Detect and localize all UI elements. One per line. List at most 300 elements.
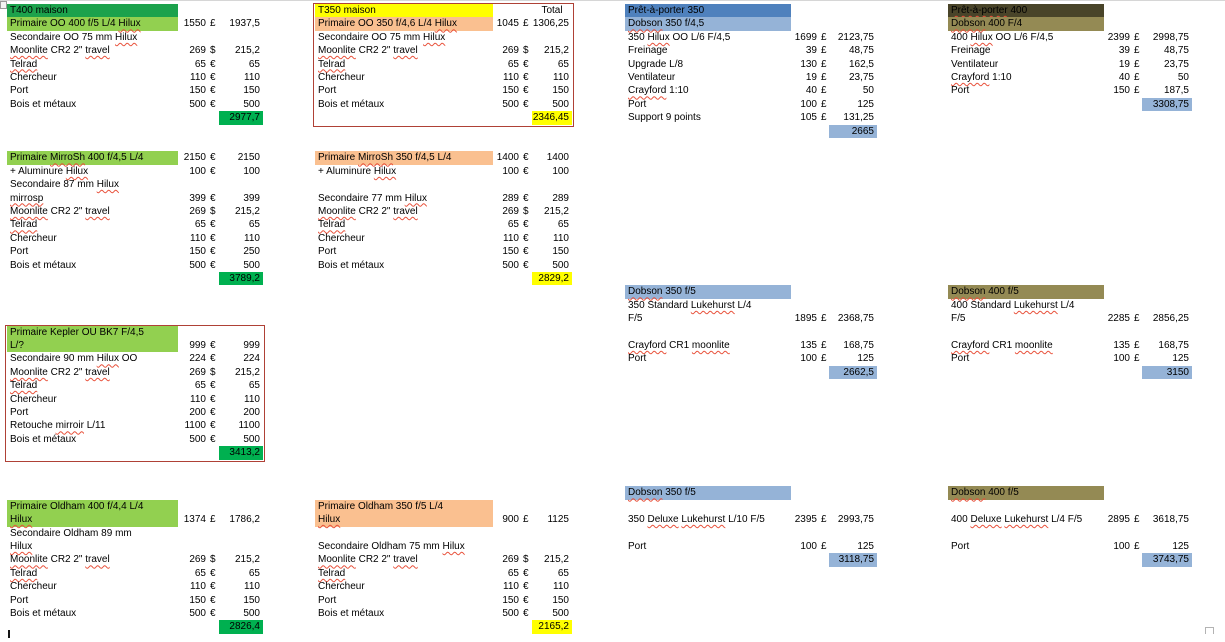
cell-total[interactable]: 110: [553, 72, 569, 83]
cell-value[interactable]: [791, 299, 817, 312]
cell-currency[interactable]: €: [210, 581, 216, 593]
cell-label[interactable]: [315, 205, 493, 218]
cell-currency[interactable]: €: [210, 407, 216, 418]
cell-total[interactable]: 125: [1172, 353, 1189, 365]
cell-currency[interactable]: [817, 486, 829, 499]
cell-label[interactable]: [7, 111, 178, 124]
cell-value[interactable]: [178, 500, 206, 513]
cell-label[interactable]: [7, 580, 178, 593]
cell-label[interactable]: [315, 111, 493, 124]
cell-currency[interactable]: [1130, 366, 1142, 379]
cell-currency[interactable]: €: [523, 165, 529, 177]
cell-total[interactable]: 215,2: [543, 206, 569, 217]
cell-label[interactable]: [7, 433, 178, 446]
cell-value[interactable]: [1104, 98, 1130, 111]
cell-currency[interactable]: £: [821, 72, 827, 83]
cell-currency[interactable]: £: [1134, 85, 1140, 97]
cell-value[interactable]: [178, 4, 206, 17]
cell-value[interactable]: 2399: [1107, 31, 1130, 43]
cell-label[interactable]: [625, 500, 791, 513]
cell-total[interactable]: 150: [243, 85, 260, 97]
resize-handle-icon[interactable]: [1205, 627, 1214, 634]
cell-currency[interactable]: €: [210, 58, 216, 70]
cell-total-highlight[interactable]: 2662,5: [829, 366, 877, 379]
cell-label[interactable]: [7, 419, 178, 432]
cell-value[interactable]: 65: [194, 219, 206, 231]
cell-currency[interactable]: [206, 111, 219, 124]
cell-currency[interactable]: €: [210, 152, 216, 164]
cell-value[interactable]: [178, 540, 206, 553]
cell-value[interactable]: 500: [502, 259, 519, 271]
cell-value[interactable]: 399: [189, 192, 206, 204]
cell-value[interactable]: 269: [189, 45, 206, 57]
cell-total[interactable]: 289: [552, 192, 569, 204]
cell-total[interactable]: [219, 326, 263, 339]
cell-label[interactable]: [7, 259, 178, 272]
cell-total[interactable]: [829, 17, 877, 30]
cell-label[interactable]: [315, 17, 493, 30]
cell-currency[interactable]: €: [210, 393, 216, 405]
cell-value[interactable]: 200: [189, 407, 206, 418]
cell-total[interactable]: 162,5: [848, 58, 874, 70]
cell-label[interactable]: [315, 620, 493, 633]
cell-value[interactable]: [791, 285, 817, 298]
cell-total[interactable]: 100: [552, 165, 569, 177]
cell-total[interactable]: 131,25: [843, 112, 874, 124]
cell-currency[interactable]: €: [210, 433, 216, 445]
cell-currency[interactable]: [206, 500, 219, 513]
cell-label[interactable]: [315, 44, 493, 57]
cell-value[interactable]: 110: [503, 581, 519, 593]
cell-label[interactable]: [7, 607, 178, 620]
cell-total[interactable]: [829, 299, 877, 312]
cell-value[interactable]: 39: [805, 45, 817, 57]
cell-total[interactable]: 215,2: [234, 45, 260, 57]
cell-total[interactable]: 215,2: [234, 554, 260, 566]
cell-total[interactable]: 2856,25: [1152, 313, 1189, 325]
cell-label[interactable]: [625, 111, 791, 124]
cell-currency[interactable]: $: [523, 206, 529, 217]
cell-label[interactable]: [7, 218, 178, 231]
cell-value[interactable]: 2285: [1107, 313, 1130, 325]
cell-value[interactable]: 19: [1118, 58, 1130, 70]
cell-currency[interactable]: €: [523, 98, 529, 110]
cell-value[interactable]: 19: [805, 72, 817, 83]
cell-total[interactable]: 168,75: [1158, 340, 1189, 351]
cell-total[interactable]: 215,2: [234, 366, 260, 378]
cell-label[interactable]: [7, 58, 178, 71]
cell-total[interactable]: 2150: [237, 152, 260, 164]
cell-value[interactable]: 105: [800, 112, 817, 124]
cell-label[interactable]: [948, 17, 1104, 30]
cell-label[interactable]: [7, 553, 178, 566]
cell-currency[interactable]: [519, 31, 532, 44]
cell-total[interactable]: 2993,75: [837, 514, 874, 526]
cell-total[interactable]: 215,2: [543, 45, 569, 57]
cell-value[interactable]: [178, 272, 206, 285]
cell-label[interactable]: [948, 4, 1104, 17]
cell-label[interactable]: [315, 259, 493, 272]
cell-label[interactable]: [948, 513, 1104, 526]
cell-currency[interactable]: $: [210, 366, 216, 378]
cell-currency[interactable]: £: [210, 514, 216, 526]
cell-label[interactable]: [7, 192, 178, 205]
cell-currency[interactable]: [206, 326, 219, 339]
cell-total[interactable]: [1142, 17, 1192, 30]
cell-label[interactable]: [7, 527, 178, 540]
total-column-header[interactable]: Total: [541, 5, 563, 16]
cell-label[interactable]: [948, 326, 1104, 339]
cell-value[interactable]: [178, 31, 206, 44]
cell-value[interactable]: 150: [1113, 85, 1130, 97]
cell-label[interactable]: [625, 4, 791, 17]
cell-total[interactable]: [829, 326, 877, 339]
cell-currency[interactable]: €: [210, 420, 216, 432]
cell-currency[interactable]: €: [210, 353, 216, 365]
cell-label[interactable]: [315, 594, 493, 607]
cell-value[interactable]: [493, 4, 519, 17]
cell-currency[interactable]: [519, 4, 532, 17]
cell-label[interactable]: [7, 151, 178, 164]
cell-label[interactable]: [7, 326, 178, 339]
cell-total[interactable]: 110: [553, 232, 569, 244]
cell-value[interactable]: 269: [189, 554, 206, 566]
cell-label[interactable]: [7, 4, 178, 17]
cell-total[interactable]: 2123,75: [837, 31, 874, 43]
cell-label[interactable]: [7, 272, 178, 285]
cell-total[interactable]: 65: [248, 380, 260, 392]
cell-value[interactable]: 100: [800, 353, 817, 365]
cell-currency[interactable]: €: [523, 232, 529, 244]
cell-label[interactable]: [625, 84, 791, 97]
cell-currency[interactable]: £: [821, 353, 827, 365]
cell-total-highlight[interactable]: 2665: [829, 125, 877, 138]
cell-label[interactable]: [315, 232, 493, 245]
cell-value[interactable]: [1104, 366, 1130, 379]
cell-currency[interactable]: £: [1134, 31, 1140, 43]
cell-total-highlight[interactable]: 3743,75: [1142, 553, 1192, 566]
cell-label[interactable]: [7, 31, 178, 44]
cell-total[interactable]: [219, 500, 263, 513]
cell-value[interactable]: [1104, 486, 1130, 499]
cell-value[interactable]: [1104, 17, 1130, 30]
cell-value[interactable]: [1104, 326, 1130, 339]
cell-label[interactable]: [625, 31, 791, 44]
cell-label[interactable]: [948, 84, 1104, 97]
cell-currency[interactable]: €: [210, 85, 216, 97]
cell-label[interactable]: [948, 352, 1104, 365]
cell-value[interactable]: [791, 125, 817, 138]
cell-label[interactable]: [948, 312, 1104, 325]
cell-total[interactable]: [532, 31, 572, 44]
cell-value[interactable]: [178, 178, 206, 191]
cell-value[interactable]: [1104, 299, 1130, 312]
cell-value[interactable]: 110: [190, 232, 206, 244]
cell-value[interactable]: 1895: [794, 313, 817, 325]
cell-label[interactable]: [7, 406, 178, 419]
cell-value[interactable]: 1045: [496, 18, 519, 30]
cell-currency[interactable]: £: [821, 58, 827, 70]
cell-value[interactable]: 150: [502, 594, 519, 606]
cell-value[interactable]: [791, 366, 817, 379]
cell-label[interactable]: [7, 500, 178, 513]
cell-label[interactable]: [948, 553, 1104, 566]
cell-currency[interactable]: £: [523, 514, 529, 526]
cell-label[interactable]: [315, 513, 493, 526]
cell-total-highlight[interactable]: 3150: [1142, 366, 1192, 379]
cell-total[interactable]: 500: [243, 259, 260, 271]
cell-label[interactable]: [625, 71, 791, 84]
cell-label[interactable]: [625, 17, 791, 30]
cell-currency[interactable]: €: [523, 152, 529, 164]
cell-label[interactable]: [7, 232, 178, 245]
cell-label[interactable]: [625, 540, 791, 553]
cell-currency[interactable]: £: [821, 98, 827, 110]
cell-currency[interactable]: [1130, 17, 1142, 30]
cell-value[interactable]: 100: [189, 165, 206, 177]
cell-total[interactable]: 125: [1172, 541, 1189, 552]
cell-label[interactable]: [7, 513, 178, 526]
cell-value[interactable]: 110: [190, 393, 206, 405]
cell-currency[interactable]: €: [523, 246, 529, 258]
cell-label[interactable]: [625, 98, 791, 111]
cell-total[interactable]: [532, 540, 572, 553]
cell-total[interactable]: 110: [553, 581, 569, 593]
cell-total[interactable]: 150: [552, 246, 569, 258]
cell-label[interactable]: [315, 178, 493, 191]
cell-currency[interactable]: [519, 178, 532, 191]
cell-currency[interactable]: [206, 527, 219, 540]
cell-total[interactable]: 48,75: [848, 45, 874, 57]
cell-currency[interactable]: €: [523, 594, 529, 606]
cell-total-highlight[interactable]: 2826,4: [219, 620, 263, 633]
cell-label[interactable]: [7, 165, 178, 178]
cell-currency[interactable]: [206, 4, 219, 17]
cell-label[interactable]: [625, 326, 791, 339]
cell-total[interactable]: 23,75: [1163, 58, 1189, 70]
cell-currency[interactable]: €: [210, 340, 216, 351]
cell-currency[interactable]: [817, 366, 829, 379]
cell-value[interactable]: [493, 111, 519, 124]
cell-total[interactable]: 1937,5: [229, 18, 260, 30]
cell-total[interactable]: 1786,2: [229, 514, 260, 526]
cell-value[interactable]: 1699: [794, 31, 817, 43]
cell-value[interactable]: 130: [800, 58, 817, 70]
cell-currency[interactable]: [206, 540, 219, 553]
cell-label[interactable]: [7, 594, 178, 607]
cell-label[interactable]: [625, 352, 791, 365]
cell-currency[interactable]: €: [523, 85, 529, 97]
cell-total[interactable]: 215,2: [234, 206, 260, 217]
cell-value[interactable]: 65: [194, 380, 206, 392]
cell-value[interactable]: 110: [190, 581, 206, 593]
cell-value[interactable]: 900: [502, 514, 519, 526]
cell-label[interactable]: [7, 352, 178, 365]
cell-value[interactable]: [1104, 527, 1130, 540]
cell-label[interactable]: [7, 71, 178, 84]
cell-total[interactable]: 1125: [547, 514, 569, 526]
cell-currency[interactable]: £: [821, 514, 827, 526]
cell-value[interactable]: 65: [507, 567, 519, 579]
cell-value[interactable]: [493, 31, 519, 44]
cell-label[interactable]: [625, 58, 791, 71]
cell-total[interactable]: 125: [857, 98, 874, 110]
cell-label[interactable]: [315, 218, 493, 231]
cell-value[interactable]: [493, 527, 519, 540]
cell-value[interactable]: 135: [1113, 340, 1130, 351]
cell-total[interactable]: [219, 31, 263, 44]
cell-currency[interactable]: [206, 620, 219, 633]
cell-label[interactable]: [625, 527, 791, 540]
cell-currency[interactable]: €: [523, 58, 529, 70]
cell-value[interactable]: 40: [805, 85, 817, 97]
cell-value[interactable]: 110: [190, 72, 206, 83]
cell-total[interactable]: 399: [243, 192, 260, 204]
cell-total[interactable]: 500: [552, 259, 569, 271]
cell-label[interactable]: [7, 44, 178, 57]
cell-value[interactable]: 2395: [794, 514, 817, 526]
cell-total[interactable]: 500: [243, 608, 260, 619]
cell-value[interactable]: [791, 500, 817, 513]
cell-label[interactable]: [625, 299, 791, 312]
cell-label[interactable]: [315, 500, 493, 513]
cell-value[interactable]: 150: [189, 246, 206, 258]
cell-currency[interactable]: £: [523, 18, 529, 30]
cell-label[interactable]: [315, 151, 493, 164]
cell-total[interactable]: 50: [1177, 72, 1189, 83]
cell-value[interactable]: 500: [189, 259, 206, 271]
cell-value[interactable]: [493, 178, 519, 191]
cell-label[interactable]: [7, 567, 178, 580]
cell-currency[interactable]: £: [821, 31, 827, 43]
cell-currency[interactable]: £: [1134, 514, 1140, 526]
cell-currency[interactable]: [206, 178, 219, 191]
cell-label[interactable]: [948, 71, 1104, 84]
cell-currency[interactable]: [1130, 4, 1142, 17]
cell-total[interactable]: 1400: [546, 152, 569, 164]
cell-value[interactable]: 150: [502, 85, 519, 97]
cell-total-highlight[interactable]: 3413,2: [219, 446, 263, 459]
cell-label[interactable]: [625, 285, 791, 298]
cell-total[interactable]: [1142, 527, 1192, 540]
cell-total[interactable]: 110: [244, 72, 260, 83]
cell-currency[interactable]: €: [210, 246, 216, 258]
cell-currency[interactable]: £: [821, 313, 827, 325]
cell-total[interactable]: 65: [248, 219, 260, 231]
cell-value[interactable]: [791, 4, 817, 17]
cell-label[interactable]: [7, 446, 178, 459]
cell-label[interactable]: [7, 245, 178, 258]
cell-label[interactable]: [948, 98, 1104, 111]
cell-value[interactable]: [178, 446, 206, 459]
cell-total[interactable]: 50: [862, 85, 874, 97]
cell-total[interactable]: [829, 527, 877, 540]
cell-label[interactable]: [315, 272, 493, 285]
cell-value[interactable]: 110: [503, 72, 519, 83]
cell-total-highlight[interactable]: 3118,75: [829, 553, 877, 566]
cell-label[interactable]: [948, 31, 1104, 44]
cell-label[interactable]: [7, 98, 178, 111]
cell-currency[interactable]: £: [1134, 45, 1140, 57]
cell-value[interactable]: [1104, 285, 1130, 298]
cell-total[interactable]: [829, 4, 877, 17]
cell-total[interactable]: [1142, 326, 1192, 339]
cell-value[interactable]: 65: [507, 219, 519, 231]
cell-total[interactable]: 224: [243, 353, 260, 365]
cell-currency[interactable]: $: [523, 554, 529, 566]
cell-value[interactable]: [493, 500, 519, 513]
cell-value[interactable]: 110: [503, 232, 519, 244]
cell-value[interactable]: 1100: [184, 420, 206, 432]
cell-value[interactable]: 500: [189, 98, 206, 110]
cell-label[interactable]: [315, 527, 493, 540]
cell-label[interactable]: [948, 339, 1104, 352]
cell-currency[interactable]: £: [821, 85, 827, 97]
cell-total[interactable]: 500: [552, 98, 569, 110]
cell-value[interactable]: [1104, 500, 1130, 513]
cell-label[interactable]: [315, 553, 493, 566]
cell-value[interactable]: 2895: [1107, 514, 1130, 526]
cell-value[interactable]: [1104, 553, 1130, 566]
cell-value[interactable]: 269: [502, 45, 519, 57]
cell-total[interactable]: 65: [557, 58, 569, 70]
cell-currency[interactable]: [519, 272, 532, 285]
cell-value[interactable]: [178, 326, 206, 339]
cell-total[interactable]: 150: [552, 85, 569, 97]
cell-total[interactable]: [219, 527, 263, 540]
cell-value[interactable]: 135: [800, 340, 817, 351]
cell-total[interactable]: [1142, 4, 1192, 17]
cell-total[interactable]: 168,75: [843, 340, 874, 351]
cell-total[interactable]: 2368,75: [837, 313, 874, 325]
cell-label[interactable]: [7, 393, 178, 406]
cell-total[interactable]: 110: [244, 581, 260, 593]
cell-value[interactable]: 500: [502, 98, 519, 110]
cell-total[interactable]: 1306,25: [532, 18, 569, 30]
cell-total[interactable]: [532, 527, 572, 540]
cell-label[interactable]: [7, 84, 178, 97]
cell-currency[interactable]: €: [210, 608, 216, 619]
cell-total[interactable]: 250: [243, 246, 260, 258]
cell-value[interactable]: 39: [1118, 45, 1130, 57]
cell-value[interactable]: 65: [507, 58, 519, 70]
cell-value[interactable]: [493, 540, 519, 553]
cell-label[interactable]: [315, 165, 493, 178]
cell-label[interactable]: [7, 178, 178, 191]
cell-value[interactable]: [178, 620, 206, 633]
cell-value[interactable]: 269: [189, 366, 206, 378]
cell-currency[interactable]: [1130, 553, 1142, 566]
cell-currency[interactable]: [817, 4, 829, 17]
cell-label[interactable]: [315, 31, 493, 44]
cell-value[interactable]: 269: [502, 554, 519, 566]
cell-value[interactable]: 100: [1113, 353, 1130, 365]
cell-currency[interactable]: [206, 446, 219, 459]
cell-label[interactable]: [7, 620, 178, 633]
cell-label[interactable]: [315, 540, 493, 553]
cell-currency[interactable]: [817, 125, 829, 138]
cell-label[interactable]: [315, 58, 493, 71]
cell-currency[interactable]: [519, 111, 532, 124]
cell-total[interactable]: 500: [243, 433, 260, 445]
cell-total[interactable]: 110: [244, 232, 260, 244]
cell-value[interactable]: 269: [189, 206, 206, 217]
cell-currency[interactable]: €: [210, 259, 216, 271]
cell-total[interactable]: [219, 540, 263, 553]
cell-total[interactable]: 48,75: [1163, 45, 1189, 57]
cell-total[interactable]: 200: [243, 407, 260, 418]
cell-total[interactable]: 500: [243, 98, 260, 110]
